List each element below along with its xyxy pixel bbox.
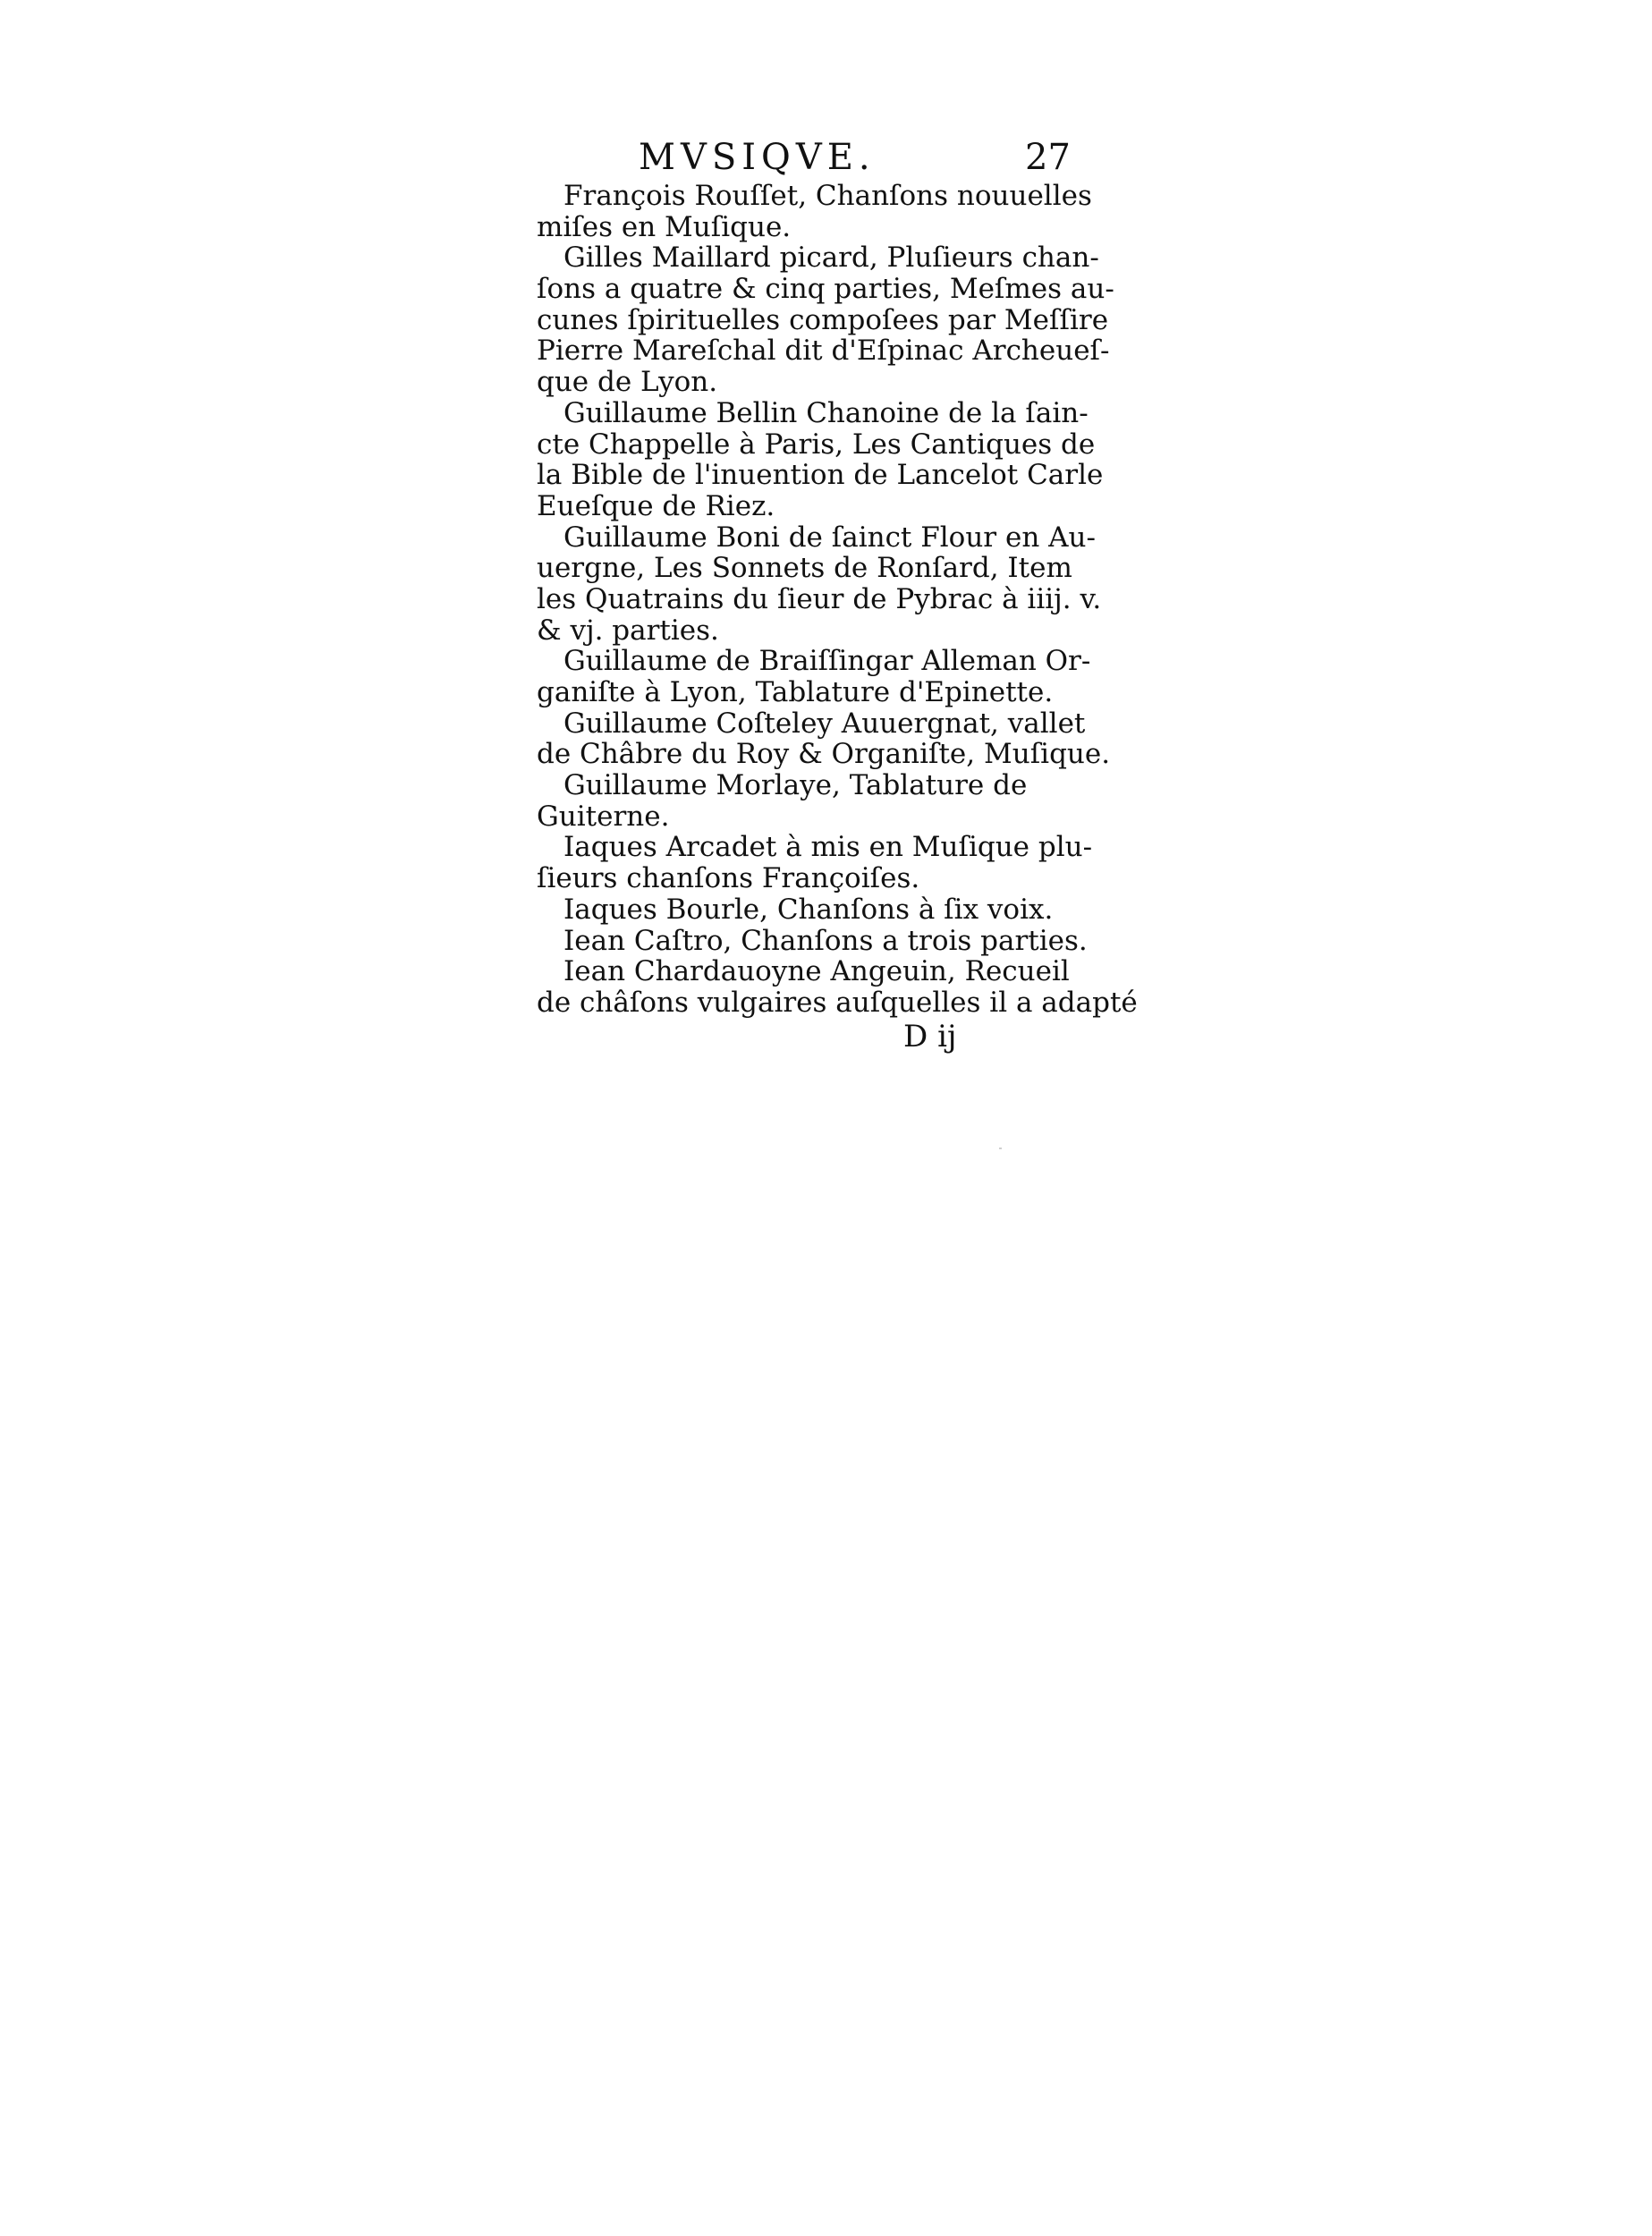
text-line: de châſons vulgaires auſquelles il a adapté	[537, 986, 1138, 1019]
text-line: la Bible de l'inuention de Lancelot Carle	[537, 459, 1104, 492]
text-line: Guiterne.	[537, 800, 670, 833]
text-line: Iean Chardauoyne Angeuin, Recueil	[563, 955, 1070, 988]
text-line: & vj. parties.	[537, 614, 719, 647]
text-line: Eueſque de Riez.	[537, 489, 775, 522]
text-line: Guillaume Boni de ſainct Flour en Au-	[563, 521, 1096, 554]
text-line: ganiſte à Lyon, Tablature d'Epinette.	[537, 676, 1054, 708]
text-line: Guillaume Bellin Chanoine de la ſain-	[563, 396, 1089, 429]
text-block	[537, 134, 1138, 1054]
ink-speck	[999, 1148, 1002, 1149]
text-line: Guillaume de Braiſſingar Alleman Or-	[563, 645, 1091, 678]
text-line: que de Lyon.	[537, 366, 718, 399]
text-line: les Quatrains du ſieur de Pybrac à iiij. v.	[537, 582, 1102, 615]
text-line: Iaques Arcadet à mis en Muſique plu-	[563, 831, 1093, 864]
text-line: cunes ſpirituelles compoſees par Meſſire	[537, 303, 1109, 336]
text-line: François Rouſſet, Chanſons nouuelles	[563, 180, 1092, 212]
entries	[537, 180, 1138, 1019]
running-head: MVSIQVE.	[639, 137, 876, 178]
text-line: ſons a quatre & cinq parties, Meſmes au-	[537, 273, 1114, 306]
text-line: Iean Caſtro, Chanſons a trois parties.	[563, 924, 1088, 957]
page-number: 27	[1025, 137, 1071, 178]
text-line: ſieurs chanſons Françoiſes.	[537, 862, 920, 895]
signature-mark: D ij	[903, 1018, 957, 1054]
text-line: Guillaume Coſteley Auuergnat, vallet	[563, 707, 1086, 740]
text-line: de Châbre du Roy & Organiſte, Muſique.	[537, 738, 1111, 771]
text-line: cte Chappelle à Paris, Les Cantiques de	[537, 428, 1096, 461]
text-line: Pierre Mareſchal dit d'Eſpinac Archeueſ-	[537, 335, 1110, 368]
text-line: uergne, Les Sonnets de Ronſard, Item	[537, 552, 1072, 585]
text-line: Guillaume Morlaye, Tablature de	[563, 769, 1028, 802]
text-line: Gilles Maillard picard, Pluſieurs chan-	[563, 241, 1099, 275]
page-header	[537, 134, 1073, 181]
text-line: miſes en Muſique.	[537, 210, 792, 243]
page-footer	[537, 1019, 1073, 1054]
text-line: Iaques Bourle, Chanſons à ſix voix.	[563, 893, 1054, 926]
